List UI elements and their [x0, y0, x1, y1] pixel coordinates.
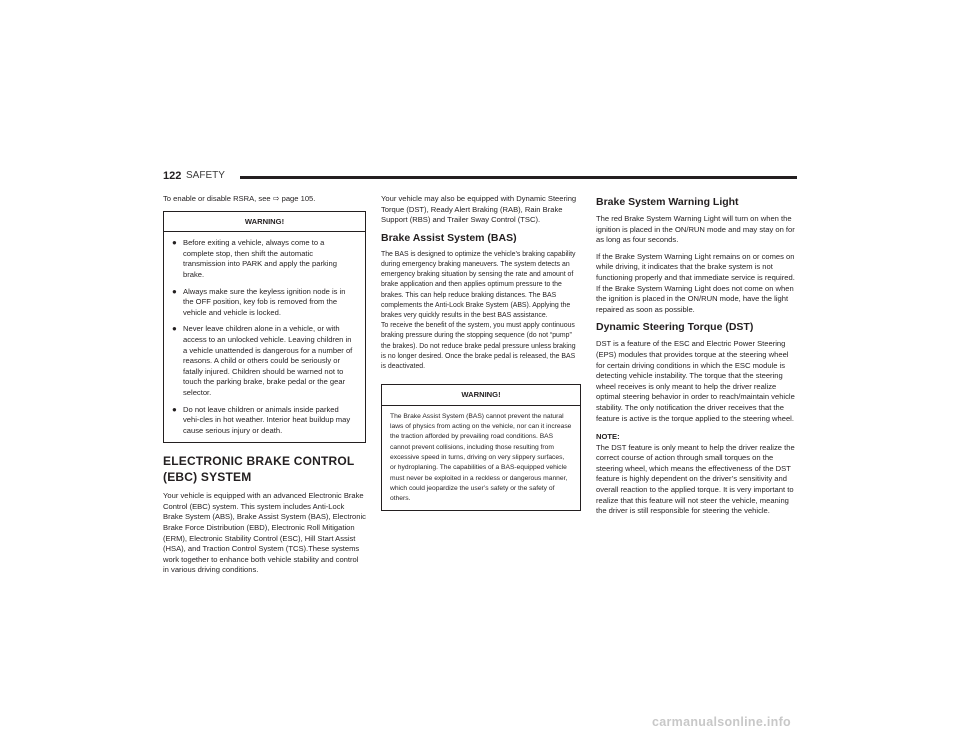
warning-item-text: Never leave children alone in a vehicle, or with access to an unlocked vehicle. Leaving children in a vehicle unattended is dangerous for a number of reasons. A child or others could be seriously or fatally injured. Children should be warned not to touch the parking brake, brake pedal or the gear selector.: [183, 324, 353, 397]
page-header: [163, 170, 797, 186]
warning-item: [172, 238, 357, 280]
note-label: NOTE:: [596, 432, 620, 442]
warning-title: WARNING!: [382, 385, 580, 406]
warning-item: [172, 405, 357, 437]
warning-item-text: Before exiting a vehicle, always come to a complete stop, then shift the automatic transmission into PARK and apply the parking brake.: [183, 238, 337, 279]
rsra-intro-text: To enable or disable RSRA, see: [163, 194, 271, 203]
warning-box-1: [163, 211, 366, 444]
ebc-heading: ELECTRONIC BRAKE CONTROL (EBC) SYSTEM: [163, 454, 355, 485]
bas-heading: Brake Assist System (BAS): [381, 231, 517, 244]
bullet-icon: ●: [172, 324, 177, 334]
page-number: 122: [163, 170, 182, 182]
watermark: carmanualsonline.info: [652, 715, 791, 729]
bullet-icon: ●: [172, 404, 177, 414]
column-3: [596, 194, 798, 523]
column-2: [381, 194, 581, 519]
bullet-icon: ●: [172, 238, 177, 248]
col2-intro: Your vehicle may also be equipped with Dynamic Steering Torque (DST), Ready Alert Braking (RAB), Rain Brake Support (RBS) and Trailer Sway Control (TSC).: [381, 194, 577, 225]
page-ref-arrow-icon: ⇨: [272, 194, 280, 203]
column-1: [163, 194, 366, 582]
warning-item: [172, 324, 357, 398]
bswl-text-2: If the Brake System Warning Light remains on or comes on while driving, it indicates that the brake system is not functioning properly and that immediate service is required. If the Brake System Warning Light does not come on when the ignition is placed in the ON/RUN mode, have the light repaired as soon as possible.: [596, 251, 795, 314]
bullet-icon: ●: [172, 286, 177, 296]
bas-warning-text: The Brake Assist System (BAS) cannot prevent the natural laws of physics from acting on the vehicle, nor can it increase the traction afforded by prevailing road conditions. BAS cannot prevent collisions, including those resulting from excessive speed in turns, driving on very slippery surfaces, or hydroplaning. The capabilities of a BAS-equipped vehicle must never be exploited in a reckless or dangerous manner, which could jeopardize the user’s safety or the safety of others.: [390, 412, 572, 503]
rsra-intro: [163, 194, 366, 205]
ebc-text: Your vehicle is equipped with an advanced Electronic Brake Control (EBC) system. This system includes Anti-Lock Brake System (ABS), Brake Assist System (BAS), Electronic Brake Force Distribution (EBD), Electronic Roll Mitigation (ERM), Electronic Stability Control (ESC), Hill Start Assist (HSA), and Traction Control System (TCS).These systems work together to enhance both vehicle stability and control in various driving conditions.: [163, 491, 366, 575]
warning-item-text: Do not leave children or animals inside parked vehi-cles in hot weather. Interior heat buildup may cause serious injury or death.: [183, 404, 351, 435]
warning-item: [172, 287, 357, 319]
warning-box-2: [381, 384, 581, 511]
bswl-text-1: The red Brake System Warning Light will turn on when the ignition is placed in the ON/RUN mode and may stay on for as long as four seconds.: [596, 214, 795, 245]
bswl-heading: Brake System Warning Light: [596, 196, 739, 208]
dst-text: DST is a feature of the ESC and Electric Power Steering (EPS) modules that provides torque at the steering wheel for certain driving conditions in which the ESC module is detecting vehicle instability. The torque that the steering wheel receives is only meant to help the driver realize optimal steering behavior in order to reach/maintain vehicle stability. The only notification the driver receives that the feature is active is the torque applied to the steering wheel.: [596, 339, 795, 423]
header-rule: [240, 176, 797, 179]
section-title: SAFETY: [186, 170, 225, 181]
dst-heading: Dynamic Steering Torque (DST): [596, 321, 754, 334]
note-text: The DST feature is only meant to help the driver realize the correct course of action through small torques on the steering wheel, which means the effectiveness of the DST feature is highly dependent on the driver’s sensitivity and overall reaction to the applied torque. It is very important to realize that this feature will not steer the vehicle, meaning the driver is still responsible for steering the vehicle.: [596, 442, 795, 516]
warning-title: WARNING!: [164, 212, 365, 233]
bas-text-1: The BAS is designed to optimize the vehicle’s braking capability during emergency braking maneuvers. The system detects an emergency braking situation by sensing the rate and amount of brake application and then applies optimum pressure to the brakes. This can help reduce braking distances. The BAS complements the Anti-Lock Brake System (ABS). Applying the brakes very quickly results in the best BAS assistance.: [381, 250, 576, 319]
warning-item-text: Always make sure the keyless ignition node is in the OFF position, key fob is removed from the vehicle and vehicle is locked.: [183, 286, 346, 317]
note-block: [596, 432, 798, 517]
page-ref-link[interactable]: page 105.: [281, 194, 316, 203]
bas-text-2: To receive the benefit of the system, you must apply continuous braking pressure during the stopping sequence (do not “pump” the brakes). Do not reduce brake pedal pressure unless braking is no longer desired. Once the brake pedal is released, the BAS is deactivated.: [381, 322, 576, 371]
